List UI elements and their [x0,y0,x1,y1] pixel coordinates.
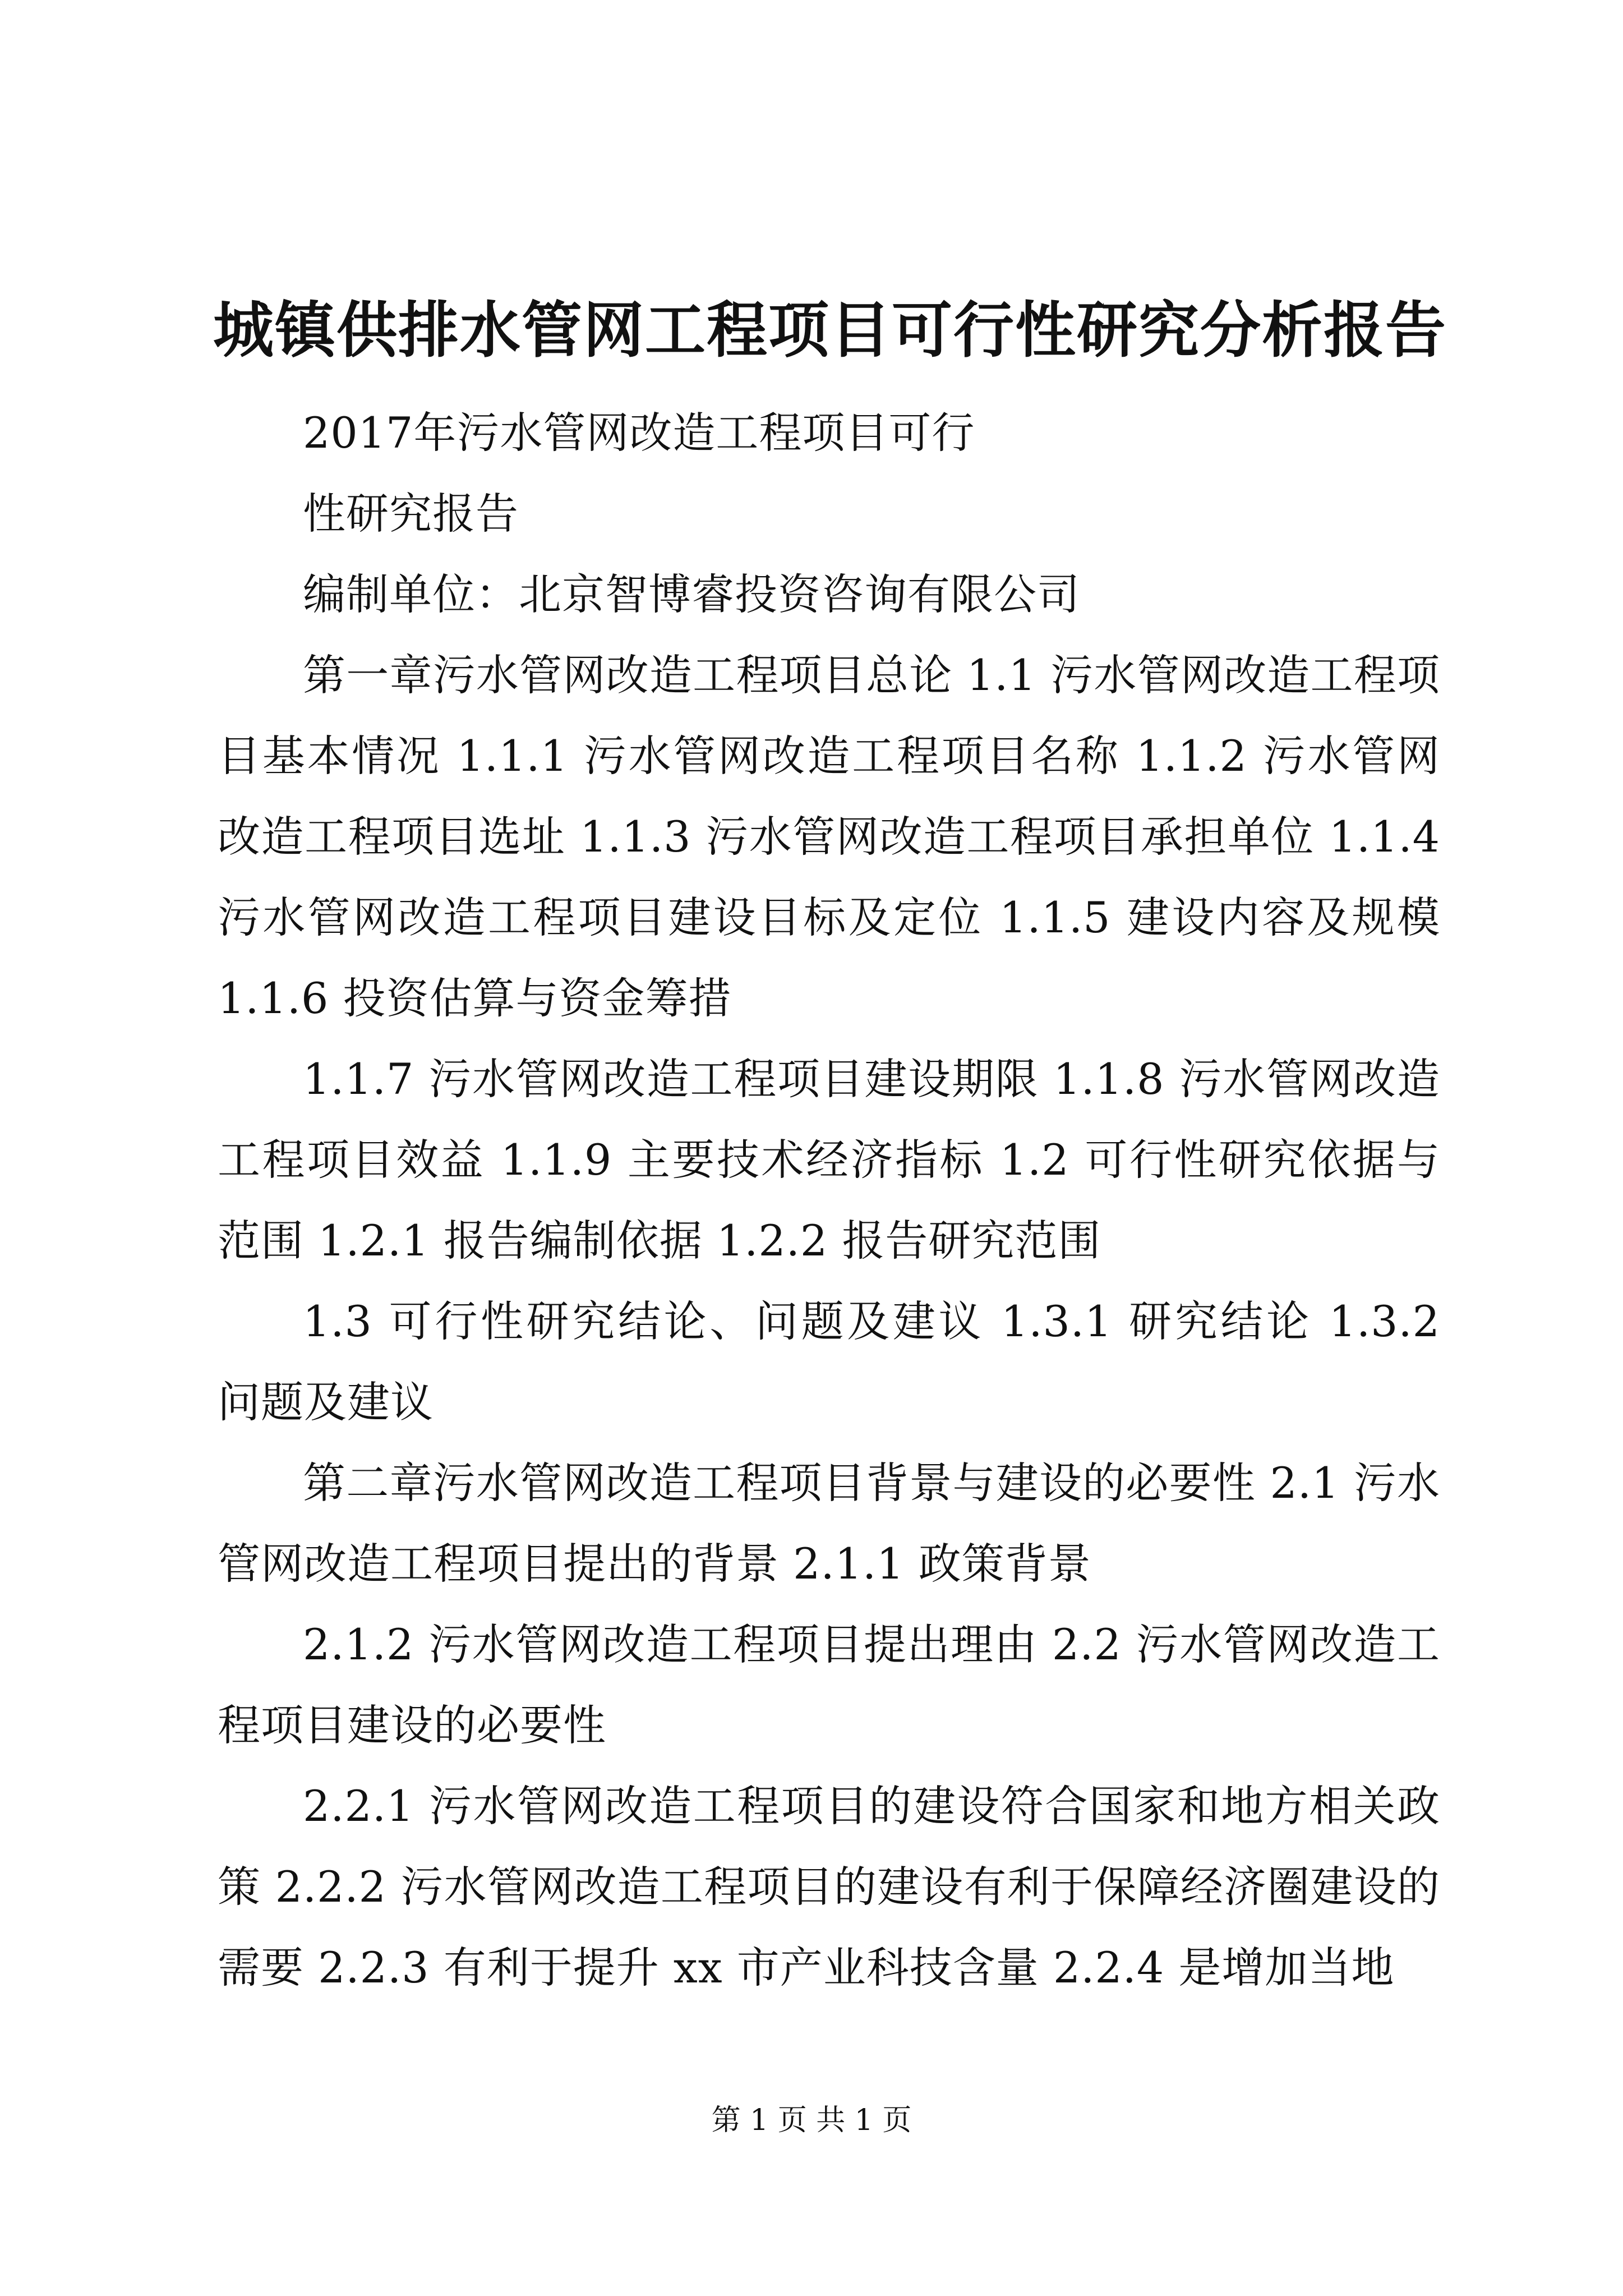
document-title: 城镇供排水管网工程项目可行性研究分析报告 [213,296,1447,366]
paragraph-section-1-3: 1.3 可行性研究结论、问题及建议 1.3.1 研究结论 1.3.2 问题及建议 [218,1296,1440,1427]
paragraph-section-2-2-1: 2.2.1 污水管网改造工程项目的建设符合国家和地方相关政策 2.2.2 污水管网改造工程项目的建设有利于保障经济圈建设的需要 2.2.3 有利于提升 xx 市产业科技含量 2.2.4 是增加当地 [218,1781,1440,1993]
paragraph-chapter-2-outline: 第二章污水管网改造工程项目背景与建设的必要性 2.1 污水管网改造工程项目提出的背景 2.1.1 政策背景 [218,1458,1440,1589]
page-number-footer: 第 1 页 共 1 页 [711,2104,912,2137]
paragraph-section-2-1-2: 2.1.2 污水管网改造工程项目提出理由 2.2 污水管网改造工程项目建设的必要性 [218,1619,1440,1750]
paragraph-chapter-1-outline: 第一章污水管网改造工程项目总论 1.1 污水管网改造工程项目基本情况 1.1.1 污水管网改造工程项目名称 1.1.2 污水管网改造工程项目选址 1.1.3 污水管网改造工程项目承担单位 1.1.4 污水管网改造工程项目建设目标及定位 1.1.5 建设内容及规模 1.1.6 投资估算与资金筹措 [218,650,1440,1023]
paragraph-project-title-line-1: 2017年污水管网改造工程项目可行 [303,408,975,458]
paragraph-compiling-unit: 编制单位：北京智博睿投资咨询有限公司 [303,569,1080,619]
paragraph-project-title-line-2: 性研究报告 [303,489,519,539]
paragraph-chapter-1-outline-cont: 1.1.7 污水管网改造工程项目建设期限 1.1.8 污水管网改造工程项目效益 1.1.9 主要技术经济指标 1.2 可行性研究依据与范围 1.2.1 报告编制依据 1.2.2 报告研究范围 [218,1054,1440,1266]
document-body [218,393,1440,2008]
